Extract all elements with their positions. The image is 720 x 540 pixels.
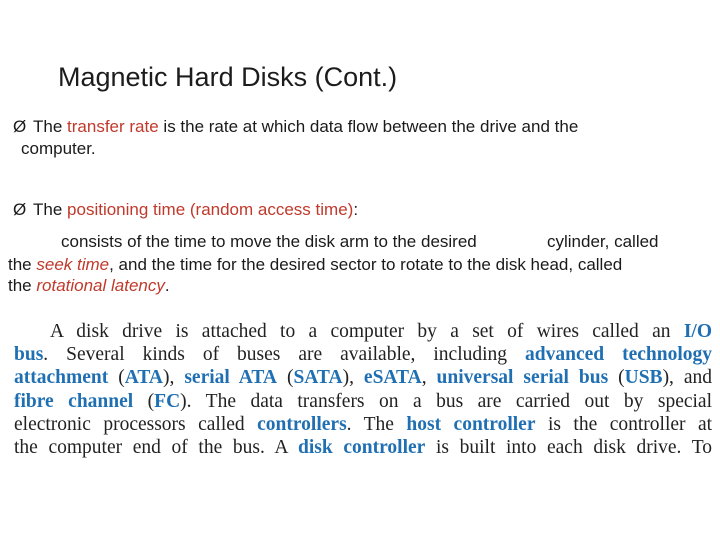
- line2-post: , and the time for the desired sector to rotate to the disk head, called: [109, 255, 623, 274]
- fc-abbrev: FC: [154, 390, 181, 412]
- bullet2-post: :: [353, 200, 359, 219]
- bullet1-pre: The: [33, 117, 68, 136]
- excerpt-text: (: [608, 367, 625, 389]
- excerpt-text: (: [133, 390, 155, 412]
- bullet1-post: is the rate at which data flow between the drive and the: [158, 117, 579, 136]
- excerpt-text: (: [276, 367, 294, 389]
- excerpt-text: ). The data transfers on a bus are carried out by special: [180, 390, 712, 412]
- excerpt-text: A disk drive is attached to a computer by a set of wires called an: [50, 321, 671, 342]
- excerpt-text: electronic processors called: [14, 413, 245, 435]
- seek-time-term: seek time: [36, 255, 110, 274]
- rotational-latency-term: rotational latency: [36, 276, 165, 295]
- bullet-transfer-rate: [13, 116, 578, 138]
- excerpt-text: is the controller at: [547, 413, 713, 435]
- ata-term: advanced technology: [525, 344, 713, 366]
- excerpt-text: ),: [342, 367, 354, 389]
- fc-term: fibre channel: [14, 390, 134, 412]
- ata-abbrev: ATA: [124, 367, 163, 389]
- io-term: I/O: [683, 321, 712, 342]
- arrow-bullet-icon: Ø: [13, 117, 27, 136]
- excerpt-text: ),: [162, 367, 175, 389]
- excerpt-line-4: [14, 390, 712, 413]
- bullet-positioning-time: [13, 199, 358, 221]
- excerpt-line-5: [14, 413, 712, 436]
- arrow-bullet-icon: Ø: [13, 200, 27, 219]
- excerpt-line-1: [14, 320, 712, 343]
- excerpt-line-2: [14, 343, 712, 366]
- bus-term: bus: [14, 344, 44, 366]
- textbook-excerpt: [14, 320, 712, 459]
- bullet2-line3: [8, 275, 170, 297]
- sata-abbrev: SATA: [293, 367, 343, 389]
- bullet2-line1a: consists of the time to move the disk arm to the desired: [61, 232, 477, 251]
- ata-term-cont: attachment: [14, 367, 109, 389]
- transfer-rate-term: transfer rate: [67, 117, 159, 136]
- line2-pre: the: [8, 255, 37, 274]
- host-controller-term: host controller: [406, 413, 536, 435]
- bullet2-line2: [8, 254, 622, 276]
- excerpt-line-6: [14, 436, 712, 459]
- bullet1-continuation: computer.: [21, 139, 96, 158]
- esata-term: eSATA: [363, 367, 422, 389]
- excerpt-text: the computer end of the bus. A: [14, 436, 288, 458]
- line3-post: .: [164, 276, 170, 295]
- controllers-term: controllers: [257, 413, 347, 435]
- slide-title: Magnetic Hard Disks (Cont.): [58, 62, 398, 92]
- excerpt-text: . The: [346, 413, 394, 435]
- usb-term: universal serial bus: [436, 367, 609, 389]
- disk-controller-term: disk controller: [298, 436, 426, 458]
- positioning-time-term: positioning time (random access time): [67, 200, 354, 219]
- bullet2-pre: The: [33, 200, 68, 219]
- excerpt-text: ), and: [662, 367, 713, 389]
- line3-pre: the: [8, 276, 37, 295]
- excerpt-text: (: [108, 367, 125, 389]
- excerpt-text: ,: [421, 367, 427, 389]
- excerpt-text: is built into each disk drive. To: [435, 436, 712, 458]
- bullet2-line1b: cylinder, called: [547, 232, 659, 251]
- usb-abbrev: USB: [624, 367, 663, 389]
- sata-term: serial ATA: [184, 367, 277, 389]
- excerpt-text: . Several kinds of buses are available, including: [43, 344, 508, 366]
- excerpt-line-3: [14, 366, 712, 389]
